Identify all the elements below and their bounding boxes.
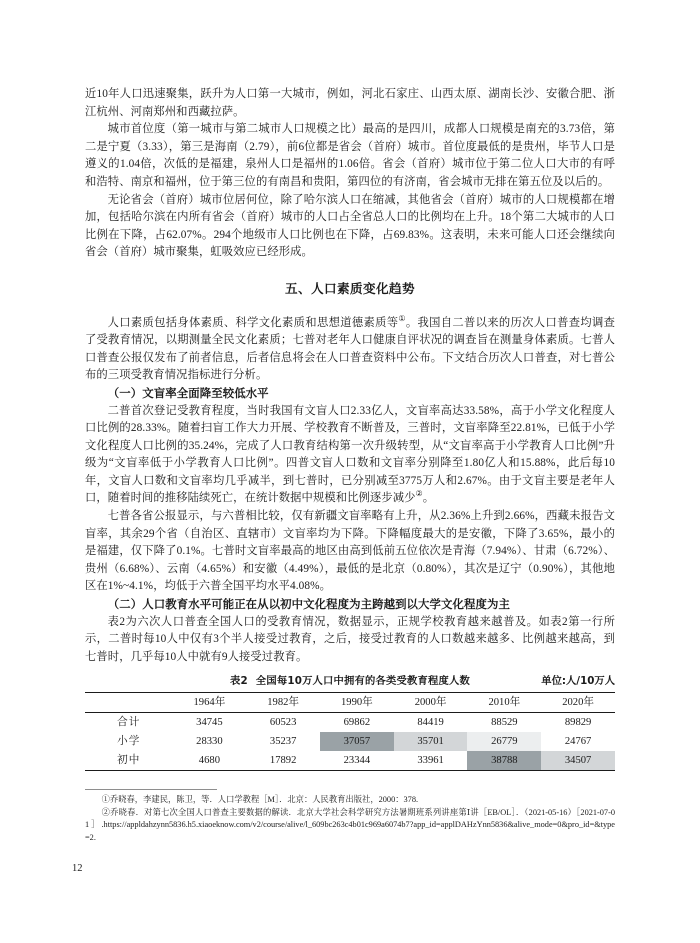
- table-row: [85, 713, 615, 733]
- table2-cell: 26779: [467, 732, 541, 751]
- table2-cell: 84419: [417, 717, 444, 729]
- spacer-before-section-heading: [85, 262, 615, 280]
- paragraph-illiteracy-history-text-a: 二普首次登记受教育程度，当时我国有文盲人口2.33亿人，文盲率高达33.58%，高于小学文化程度人口比例的28.33%。随着扫盲工作大力开展、学校教育不断普及，三普时，文盲率降至22.81%，已低于小学文化程度人口比例的35.24%，完成了人口教育结构第一次升级转型，从“文盲率高于小学教育人口比例”升级为“文盲率低于小学教育人口比例”。四普文盲人口数和文盲率分别降至1.80亿人和15.88%，此后每10年，文盲人口数和文盲率均几乎减半，到七普时，已分别减至3775万人和2.67%。由于文盲主要是老年人口，随着时间的推移陆续死亡，在统计数据中规模和比例逐步减少: [85, 404, 615, 505]
- table2-cell: 35701: [394, 732, 468, 751]
- footnote-ref-2: ②: [415, 489, 423, 499]
- table2-cell: 23344: [320, 751, 394, 771]
- footnote-text: 乔晓春．对第七次全国人口普查主要数据的解读．北京大学社会科学研究方法暑期班系列讲座第Ⅰ讲［EB/OL］．（2021-05-16）［2021-07-01］.https://appldahzynn5836.h5.xiaoeknow.com/v2/course/alive/l_609bc263c4b01c969a6074b7?app_id=applDAHzYnn5836&alive_mode=0&pro_id=&type=2.: [85, 807, 615, 842]
- page-content: [85, 86, 615, 771]
- table2-col-header: 1982年: [246, 693, 320, 713]
- paragraph-illiteracy-history-text-b: 。: [422, 492, 435, 505]
- spacer-after-section-heading: [85, 298, 615, 315]
- table-row: [85, 751, 615, 771]
- table2-cell: 34745: [196, 717, 223, 729]
- table2-cell: 89829: [564, 717, 592, 729]
- table2-caption-number: 表2: [229, 675, 248, 688]
- table2-cell: 37057: [320, 732, 394, 751]
- table2-cell: 34507: [541, 751, 615, 771]
- paragraph-education-table-intro: 表2为六次人口普查全国人口的受教育情况，数据显示，正规学校教育越来越普及。如表2第一行所示，二普时每10人中仅有3个半人接受过教育，之后，接受过教育的人口数越来越多、比例越来越高，到七普时，几乎每10人中就有9人接受过教育。: [85, 615, 615, 663]
- table2-row-label: 初中: [85, 751, 173, 771]
- table2-caption-row: [85, 673, 615, 689]
- table2-block: [85, 673, 615, 771]
- table2: [85, 692, 615, 771]
- table2-head: [85, 693, 615, 713]
- table2-corner-cell: [85, 693, 173, 713]
- table2-cell: 17892: [246, 751, 320, 771]
- table2-col-header: 2020年: [541, 693, 615, 713]
- table2-col-header: 1964年: [173, 693, 247, 713]
- footnote-text: 乔晓春，李建民，陈卫，等．人口学教程［M］．北京：人民教育出版社，2000：378.: [109, 795, 419, 804]
- table2-cell: 60523: [269, 717, 297, 729]
- section-heading-5: 五、人口素质变化趋势: [285, 280, 415, 296]
- table2-unit-label: 单位:人/10万人: [541, 675, 615, 688]
- paragraph-population-quality-text-b: 。我国自二普以来的历次人口普查均调查了受教育情况，以期测量全民文化素质；七普对老年人口健康自评状况的调查旨在测量身体素质。七普人口普查公报仅发布了前者信息，后者信息将会在人口普查资料中公布。下文结合历次人口普查，对七普公布的三项受教育情况指标进行分析。: [85, 316, 615, 382]
- table2-cell: 24767: [564, 736, 592, 748]
- sub-heading-2: （二）人口教育水平可能正在从以初中文化程度为主跨越到以大学文化程度为主: [107, 597, 510, 612]
- table2-caption-title: 全国每10万人口中拥有的各类受教育程度人数: [255, 675, 471, 688]
- footnote-separator-rule: [85, 789, 217, 790]
- paragraph-population-quality-text-a: 人口素质包括身体素质、科学文化素质和思想道德素质等: [107, 316, 399, 329]
- paragraph-illiteracy-history: [85, 403, 615, 509]
- table2-cell: 88529: [491, 717, 518, 729]
- table2-cell: 28330: [196, 736, 223, 748]
- paragraph-continued: 近10年人口迅速聚集，跃升为人口第一大城市，例如，河北石家庄、山西太原、湖南长沙、安徽合肥、浙江杭州、河南郑州和西藏拉萨。: [85, 88, 615, 118]
- paragraph-population-quality: [85, 315, 615, 385]
- footnote-marker: ①: [101, 795, 110, 804]
- table2-caption: [85, 673, 615, 689]
- table2-col-header: 2000年: [394, 693, 468, 713]
- paragraph-city-primacy: 城市首位度（第一城市与第二城市人口规模之比）最高的是四川，成都人口规模是南充的3.73倍，第二是宁夏（3.33），第三是海南（2.79），前6位都是省会（首府）城市。首位度最低的是贵州，毕节人口是遵义的1.04倍，次低的是福建，泉州人口是福州的1.06倍。省会（首府）城市位于第二位人口大市的有呼和浩特、南京和福州，位于第三位的有南昌和贵阳，第四位的有济南，省会城市无排在第五位及以后的。: [85, 123, 615, 188]
- table2-cell: 4680: [173, 751, 247, 771]
- table2-col-header: 1990年: [320, 693, 394, 713]
- table2-header-row: [85, 693, 615, 713]
- page-number: 12: [72, 863, 83, 874]
- table-row: [85, 732, 615, 751]
- table2-cell: 38788: [467, 751, 541, 771]
- table2-cell: 35237: [269, 736, 297, 748]
- table2-cell: 69862: [343, 717, 371, 729]
- sub-heading-1: （一）文盲率全面降至较低水平: [107, 385, 269, 400]
- table2-row-label: 小学: [117, 736, 141, 748]
- table2-col-header: 2010年: [467, 693, 541, 713]
- paragraph-provincial-illiteracy: 七普各省公报显示，与六普相比较，仅有新疆文盲率略有上升，从2.36%上升到2.66%，西藏未报告文盲率，其余29个省（自治区、直辖市）文盲率均为下降。下降幅度最大的是安徽，下降了3.65%，最小的是福建，仅下降了0.1%。七普时文盲率最高的地区由高到低前五位依次是青海（7.94%）、甘肃（6.72%）、贵州（6.68%）、云南（4.65%）和安徽（4.49%），最低的是北京（0.80%），其次是辽宁（0.90%），其他地区在1%~4.1%，均低于六普全国平均水平4.08%。: [85, 510, 615, 593]
- footnotes: [85, 789, 615, 844]
- table2-cell: 33961: [394, 751, 468, 771]
- paragraph-provincial-capitals: 无论省会（首府）城市位居何位，除了哈尔滨人口在缩减，其他省会（首府）城市的人口规模都在增加，包括哈尔滨在内所有省会（首府）城市的人口占全省总人口的比例均在上升。18个第二大城市的人口比例在下降，占62.07%。294个地级市人口比例也在下降，占69.83%。这表明，未来可能人口还会继续向省会（首府）城市聚集，虹吸效应已经形成。: [85, 193, 615, 259]
- footnote-item: [85, 794, 615, 807]
- table2-body: [85, 713, 615, 771]
- footnote-item: [85, 807, 615, 845]
- footnote-ref-1: ①: [398, 313, 406, 323]
- table2-row-label: 合计: [117, 717, 141, 729]
- footnote-marker: ②: [101, 807, 111, 817]
